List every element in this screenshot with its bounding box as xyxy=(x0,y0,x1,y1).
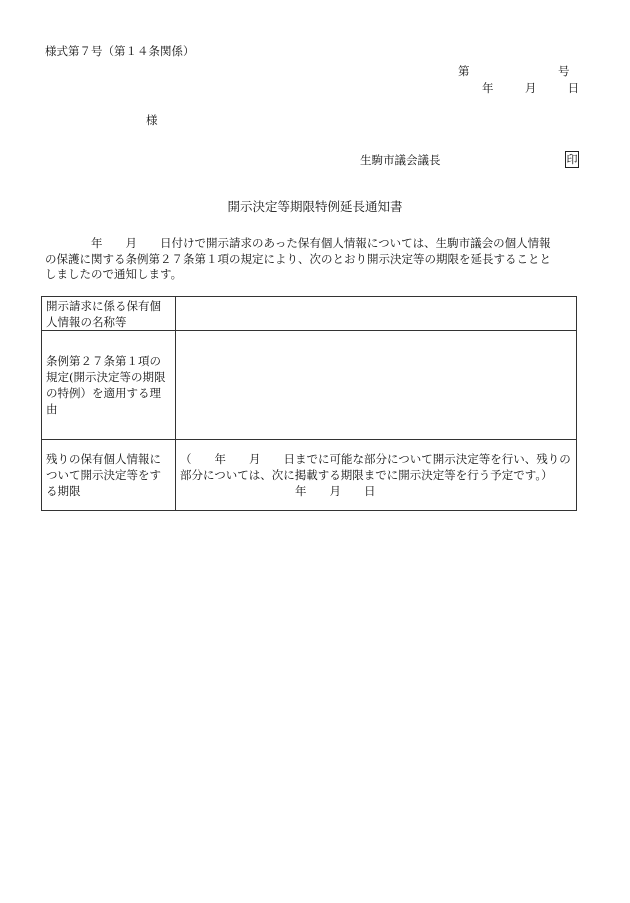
document-number xyxy=(458,64,570,78)
label-line: 条例第２７条第１項の xyxy=(46,354,161,368)
row-label-deadline xyxy=(42,440,176,511)
document-number-suffix: 号 xyxy=(558,64,570,78)
addressee-honorific: 様 xyxy=(146,113,158,127)
label-line: 人情報の名称等 xyxy=(46,314,127,329)
notice-table xyxy=(41,296,577,511)
deadline-text-line: 部分については、次に掲載する期限までに開示決定等を行う予定です。） xyxy=(180,468,553,482)
label-line: 残りの保有個人情報に xyxy=(46,452,161,466)
document-title: 開示決定等期限特例延長通知書 xyxy=(227,199,403,214)
row-label-info-name xyxy=(42,297,176,331)
deadline-text-line: （ 年 月 日までに可能な部分について開示決定等を行い、残りの xyxy=(180,452,571,466)
field-reason[interactable] xyxy=(176,331,577,440)
notice-body-line: 年 月 日付けで開示請求のあった保有個人情報については、生駒市議会の個人情報 xyxy=(45,236,551,250)
row-label-reason xyxy=(42,331,176,440)
label-line: ついて開示決定等をす xyxy=(46,468,161,482)
table-row xyxy=(42,331,577,440)
label-line: る期限 xyxy=(46,484,81,498)
label-line: 開示請求に係る保有個 xyxy=(46,298,161,313)
document-number-prefix: 第 xyxy=(458,64,470,78)
deadline-text-line: 年 月 日 xyxy=(180,484,376,498)
date-year-label: 年 xyxy=(482,81,494,95)
label-line: の特例）を適用する理由 xyxy=(46,386,161,416)
table-row xyxy=(42,440,577,511)
date-day-label: 日 xyxy=(567,81,580,95)
form-number: 様式第７号（第１４条関係） xyxy=(45,44,195,58)
date-month-label: 月 xyxy=(524,81,537,95)
field-deadline[interactable] xyxy=(176,440,577,511)
seal-mark: 印 xyxy=(566,153,578,166)
notice-body-line: の保護に関する条例第２７条第１項の規定により、次のとおり開示決定等の期限を延長することと xyxy=(45,251,551,266)
document-date xyxy=(482,83,579,95)
table-row xyxy=(42,297,577,331)
sender-name: 生駒市議会議長 xyxy=(360,153,441,167)
notice-body xyxy=(45,236,590,283)
notice-body-line: しましたので通知します。 xyxy=(45,267,183,281)
field-info-name[interactable] xyxy=(176,297,577,331)
label-line: 規定(開示決定等の期限 xyxy=(46,370,166,384)
